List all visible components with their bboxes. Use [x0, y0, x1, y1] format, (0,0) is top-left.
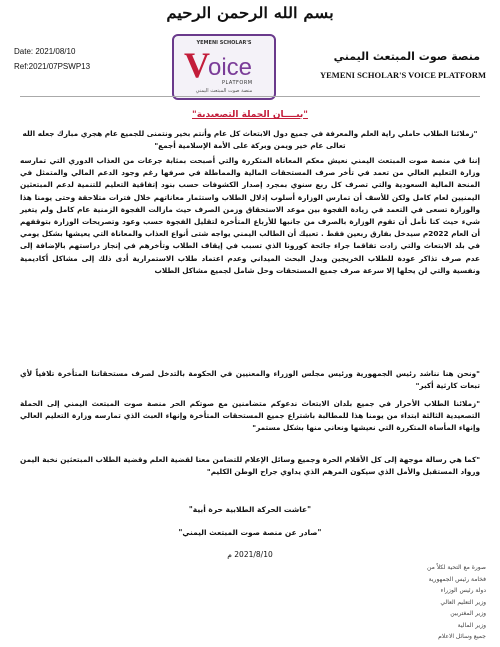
date-line: [14, 47, 75, 56]
logo-platform: PLATFORM: [222, 80, 253, 86]
ref-line: [14, 62, 90, 71]
campaign-paragraph: "زملائنا الطلاب الأحرار في جميع بلدان الابتعاث ندعوكم متضامنين مع صوتكم الحر منصة صوت المبتعث اليمني إلى الحملة التصعيدية الثالثة ابتداء من يومنا هذا للمطالبة باشتراع جميع المستحقات المتأخرة وإنهاء العبث الذي تمارسه وزارة التعليم العالي وإنهاء المأساة المتكررة التي نعيشها ونعاني منها بشكل مستمر": [20, 399, 480, 433]
basmala-calligraphy: بسم الله الرحمن الرحيم: [166, 4, 334, 22]
appeal-paragraph: "ونحن هنا نناشد رئيس الجمهورية ورئيس مجلس الوزراء والمعنيين في الحكومة بالتدخل لصرف مستحقاتنا المتأخرة تلافياً لأي تبعات كارثية أكبر": [20, 369, 480, 391]
cc-item: وزير المغتربين: [450, 610, 486, 617]
logo-arabic: منصة صوت المبتعث اليمني: [195, 88, 253, 94]
cc-item: جميع وسائل الاعلام: [438, 633, 486, 640]
signature-date: 2021/8/10 م: [227, 550, 273, 559]
date-label: Date:: [14, 47, 34, 56]
statement-title: "بيــــان الحملة التصعيدية": [192, 110, 308, 120]
platform-logo: [172, 34, 276, 100]
org-name-arabic: منصة صوت المبتعث اليمني: [333, 50, 480, 63]
logo-top-text: YEMENI SCHOLAR'S: [196, 40, 252, 46]
cc-list: [376, 562, 486, 643]
cc-item: فخامة رئيس الجمهورية: [428, 575, 486, 583]
logo-word: oice: [208, 54, 253, 81]
org-name-english: YEMENI SCHOLAR'S VOICE PLATFORM: [320, 70, 486, 80]
issuer-line: "صادر عن منصة صوت المبتعث اليمني": [178, 528, 322, 537]
ref-value: 2021/07PSWP13: [28, 62, 91, 71]
cc-item: وزير المالية: [457, 621, 486, 629]
cc-item: دولة رئيس الوزراء: [440, 587, 486, 594]
main-paragraph: إننا في منصة صوت المبتعث اليمني نعيش معكم المعاناة المتكررة والتي أصبحت بمثابة جرعات من العذاب الدوري التي تمارسه وزارة التعليم العالي من تعمد في تأخر صرف المستحقات المالية والمماطلة في صرفها رغم وجود الدعم المالي والمتمثل في المنحة المالية السعودية والتي تصرف كل ربع سنوي بمجرد إصدار الكشوفات حسب بنود إتفاقية التعليم للتنمية لدعم المبتعثين اليمنيين لعام كامل ولكن للأسف أن تمارس الوزارة أسلوب إذلال الطلاب واستثمار معاناتهم خلال فترات متلاحقة وحتى يومنا هذا والوزارة تسعى في التعمد في زيادة الفجوة بين موعد الاستحقاق وزمن الصرف حيث مازالت الفجوة الزمنية عام كامل ولم يتغير شيء حيث كنا نأمل أن تقوم الوزارة بالصرف من جانبها للأرباع المتأخرة لتقليل الفجوة حسب وعود وتصريحات الوزارة بتوقفهم أن العام 2022م سيدخل بفارق ربعين فقط . تعبيك أن الطالب اليمني يواجه شتى أنواع العذاب والمعاناة التي يعيشها بشكل يومي في بلد الابتعاث والتي زادت تفاقما جراء جائحة كورونا الذي تسبب في إيقاف الطلاب وتأخرهم في إنجاز دراستهم بالإضافة إلى عدم صرف تذاكر عودة للطلاب الخريجين وبدل البحث الميداني وعدم اعتماد طلاب الاستمرارية أدى ذلك إلى مشاكل أكاديمية ونفسية والتي لن يحلها إلا سرعة صرف جميع المستحقات وحل شامل لجميع مشاكل الطلاب: [20, 156, 480, 275]
cc-heading: صورة مع التحية لكلاً من: [427, 564, 486, 571]
cc-item: وزير التعليم العالي: [440, 598, 486, 606]
header-divider: [20, 96, 480, 97]
slogan: "عاشت الحركة الطلابية حرة أبية": [188, 505, 312, 514]
date-value: 2021/08/10: [35, 47, 76, 56]
ref-label: Ref:: [14, 62, 29, 71]
logo-v-letter: V: [184, 45, 210, 85]
greeting-paragraph: "زملائنا الطلاب حاملي راية العلم والمعرفة في جميع دول الابتعاث كل عام وأنتم بخير ونتمنى للجميع عام هجري مبارك جعله الله تعالى عام خير ويمن وبركة على الأمة الإسلامية أجمع": [22, 129, 478, 151]
media-paragraph: "كما هي رسالة موجهة إلى كل الأقلام الحرة وجميع وسائل الإعلام للتضامن معنا لقضية العلم وقضية الطلاب المبتعثين نخبة اليمن ورواد المستقبل والأمل الذي سيكون المرهم الذي يداوي جراح الوطن الكليم": [20, 455, 480, 477]
